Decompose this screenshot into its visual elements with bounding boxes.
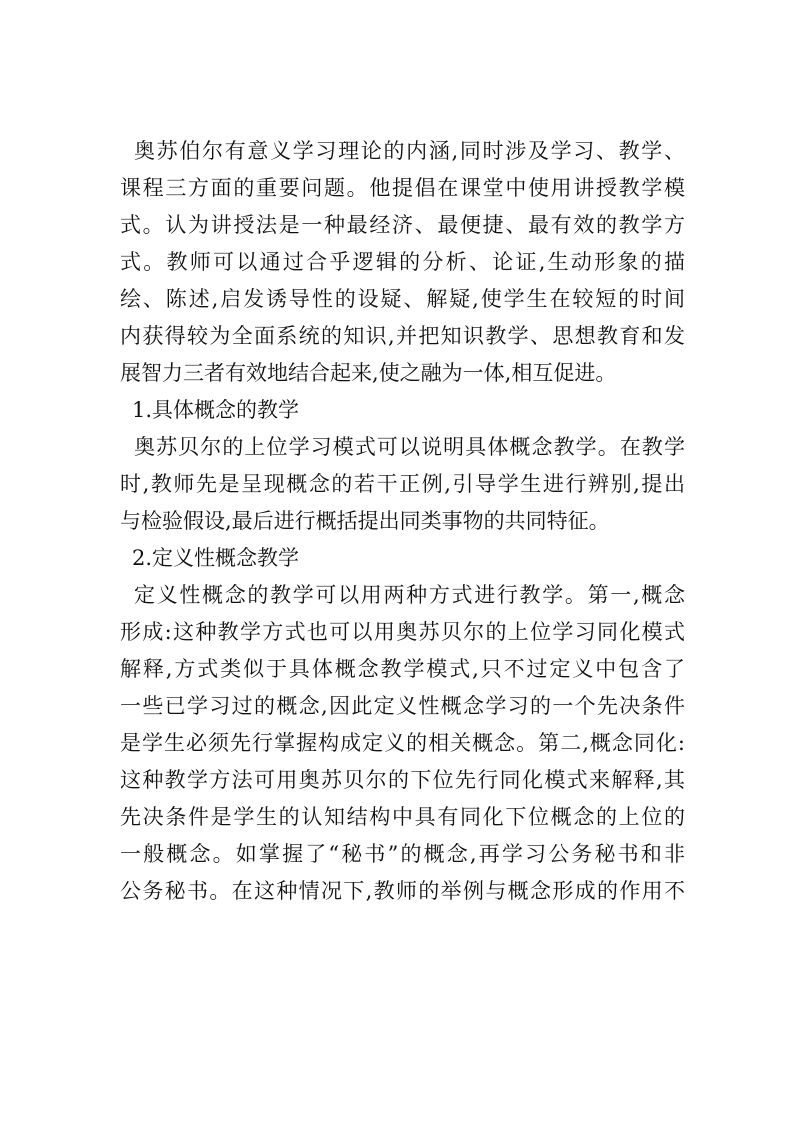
text-line: 展智力三者有效地结合起来,使之融为一体,相互促进。 (120, 361, 617, 385)
text-line: 先决条件是学生的认知结构中具有同化下位概念的上位的 (120, 805, 685, 829)
text-line: 式。教师可以通过合乎逻辑的分析、论证,生动形象的描 (120, 250, 685, 274)
text-line: 奥苏伯尔有意义学习理论的内涵,同时涉及学习、教学、 (134, 139, 685, 163)
text-line: 式。认为讲授法是一种最经济、最便捷、最有效的教学方 (120, 213, 685, 237)
text-line: 与检验假设,最后进行概括提出同类事物的共同特征。 (120, 509, 610, 533)
section-heading-2: 2.定义性概念教学 (132, 546, 300, 570)
text-line: 绘、陈述,启发诱导性的设疑、解疑,使学生在较短的时间 (120, 287, 685, 311)
text-line: 是学生必须先行掌握构成定义的相关概念。第二,概念同化: (120, 731, 685, 755)
text-line: 时,教师先是呈现概念的若干正例,引导学生进行辨别,提出 (120, 472, 685, 496)
section-heading-1: 1.具体概念的教学 (132, 398, 300, 422)
text-line: 一些已学习过的概念,因此定义性概念学习的一个先决条件 (120, 694, 685, 718)
text-line: 公务秘书。在这种情况下,教师的举例与概念形成的作用不 (120, 879, 685, 903)
text-line: 这种教学方法可用奥苏贝尔的下位先行同化模式来解释,其 (120, 768, 685, 792)
text-line: 内获得较为全面系统的知识,并把知识教学、思想教育和发 (120, 324, 685, 348)
paragraph-2 (120, 429, 685, 540)
text-line: 形成:这种教学方式也可以用奥苏贝尔的上位学习同化模式 (120, 620, 685, 644)
text-line: 奥苏贝尔的上位学习模式可以说明具体概念教学。在教学 (134, 435, 685, 459)
text-line: 解释,方式类似于具体概念教学模式,只不过定义中包含了 (120, 657, 685, 681)
paragraph-3 (120, 577, 685, 910)
text-line: 课程三方面的重要问题。他提倡在课堂中使用讲授教学模 (120, 176, 685, 200)
text-line: 定义性概念的教学可以用两种方式进行教学。第一,概念 (134, 583, 685, 607)
text-line: 一般概念。如掌握了“秘书”的概念,再学习公务秘书和非 (120, 842, 685, 866)
document-page (120, 133, 685, 910)
paragraph-1 (120, 133, 685, 392)
